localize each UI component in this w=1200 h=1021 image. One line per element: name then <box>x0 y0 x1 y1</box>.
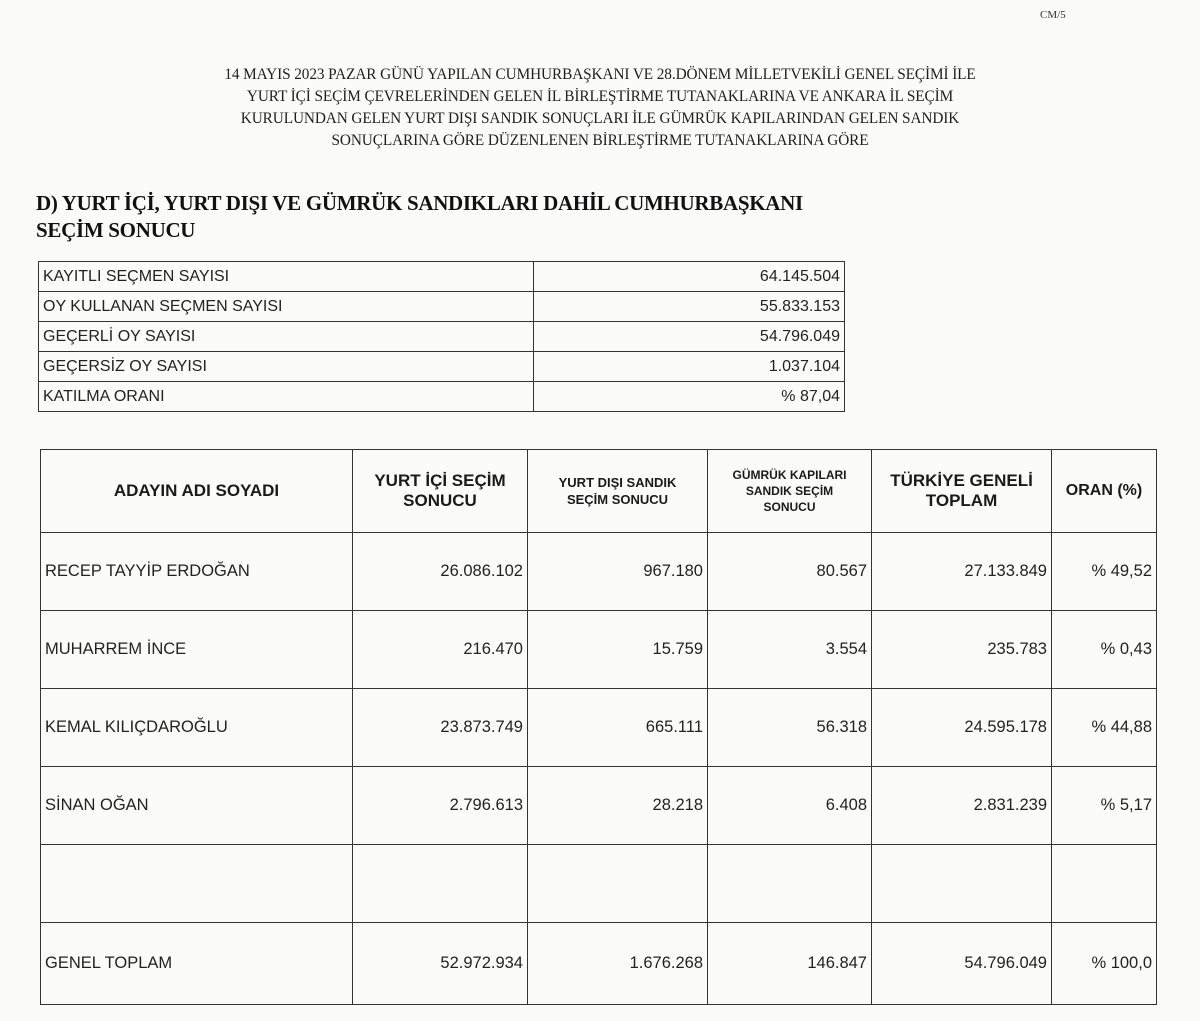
total-votes: 235.783 <box>872 611 1052 689</box>
results-header-row <box>41 450 1157 533</box>
summary-label: GEÇERLİ OY SAYISI <box>39 322 534 352</box>
header-line: SONUCU <box>763 500 816 514</box>
candidate-name: SİNAN OĞAN <box>41 767 353 845</box>
header-line: SEÇİM SONUCU <box>566 492 669 507</box>
empty-row <box>41 845 1157 923</box>
grand-total-customs: 146.847 <box>708 923 872 1005</box>
customs-votes: 80.567 <box>708 533 872 611</box>
intro-line: SONUÇLARINA GÖRE DÜZENLENEN BİRLEŞTİRME TUTANAKLARINA GÖRE <box>331 132 869 149</box>
total-votes: 24.595.178 <box>872 689 1052 767</box>
section-title <box>36 190 1036 244</box>
vote-ratio: % 44,88 <box>1052 689 1157 767</box>
domestic-votes: 2.796.613 <box>353 767 528 845</box>
candidate-name: MUHARREM İNCE <box>41 611 353 689</box>
empty-cell <box>353 845 528 923</box>
summary-label: KATILMA ORANI <box>39 382 534 412</box>
vote-ratio: % 5,17 <box>1052 767 1157 845</box>
summary-value: 54.796.049 <box>534 322 845 352</box>
empty-cell <box>41 845 353 923</box>
header-line: YURT DIŞI SANDIK <box>558 475 677 490</box>
candidate-name: RECEP TAYYİP ERDOĞAN <box>41 533 353 611</box>
header-turkey-total <box>872 450 1052 533</box>
header-line: YURT İÇİ SEÇİM <box>374 471 506 490</box>
section-title-line: SEÇİM SONUCU <box>36 218 196 242</box>
customs-votes: 3.554 <box>708 611 872 689</box>
summary-value: 64.145.504 <box>534 262 845 292</box>
header-ratio <box>1052 450 1157 533</box>
empty-cell <box>708 845 872 923</box>
header-line: TOPLAM <box>925 491 998 510</box>
customs-votes: 56.318 <box>708 689 872 767</box>
header-abroad-result <box>528 450 708 533</box>
summary-row-turnout <box>39 382 845 412</box>
domestic-votes: 23.873.749 <box>353 689 528 767</box>
document-intro <box>40 64 1160 152</box>
candidate-name: KEMAL KILIÇDAROĞLU <box>41 689 353 767</box>
empty-cell <box>1052 845 1157 923</box>
grand-total-total: 54.796.049 <box>872 923 1052 1005</box>
empty-cell <box>528 845 708 923</box>
grand-total-domestic: 52.972.934 <box>353 923 528 1005</box>
header-line: ADAYIN ADI SOYADI <box>113 481 280 500</box>
candidate-row <box>41 533 1157 611</box>
page-code: CM/5 <box>1040 9 1066 21</box>
header-line: TÜRKİYE GENELİ <box>890 471 1033 490</box>
grand-total-row <box>41 923 1157 1005</box>
total-votes: 27.133.849 <box>872 533 1052 611</box>
summary-value: 55.833.153 <box>534 292 845 322</box>
header-line: ORAN (%) <box>1065 482 1143 499</box>
abroad-votes: 665.111 <box>528 689 708 767</box>
vote-ratio: % 49,52 <box>1052 533 1157 611</box>
summary-value: % 87,04 <box>534 382 845 412</box>
header-line: SANDIK SEÇİM <box>745 484 834 498</box>
customs-votes: 6.408 <box>708 767 872 845</box>
abroad-votes: 15.759 <box>528 611 708 689</box>
section-title-line: D) YURT İÇİ, YURT DIŞI VE GÜMRÜK SANDIKLARI DAHİL CUMHURBAŞKANI <box>36 191 803 215</box>
summary-row-valid-votes <box>39 322 845 352</box>
summary-row-voters-cast <box>39 292 845 322</box>
summary-label: GEÇERSİZ OY SAYISI <box>39 352 534 382</box>
results-table <box>40 449 1157 1005</box>
empty-cell <box>872 845 1052 923</box>
header-candidate-name <box>41 450 353 533</box>
domestic-votes: 216.470 <box>353 611 528 689</box>
summary-row-registered-voters <box>39 262 845 292</box>
grand-total-ratio: % 100,0 <box>1052 923 1157 1005</box>
summary-label: OY KULLANAN SEÇMEN SAYISI <box>39 292 534 322</box>
candidate-row <box>41 611 1157 689</box>
abroad-votes: 967.180 <box>528 533 708 611</box>
summary-row-invalid-votes <box>39 352 845 382</box>
header-domestic-result <box>353 450 528 533</box>
abroad-votes: 28.218 <box>528 767 708 845</box>
candidate-row <box>41 767 1157 845</box>
header-customs-result <box>708 450 872 533</box>
grand-total-label: GENEL TOPLAM <box>41 923 353 1005</box>
intro-line: YURT İÇİ SEÇİM ÇEVRELERİNDEN GELEN İL BİRLEŞTİRME TUTANAKLARINA VE ANKARA İL SEÇİM <box>246 88 954 105</box>
summary-value: 1.037.104 <box>534 352 845 382</box>
domestic-votes: 26.086.102 <box>353 533 528 611</box>
grand-total-abroad: 1.676.268 <box>528 923 708 1005</box>
candidate-row <box>41 689 1157 767</box>
total-votes: 2.831.239 <box>872 767 1052 845</box>
header-line: SONUCU <box>403 491 477 510</box>
summary-label: KAYITLI SEÇMEN SAYISI <box>39 262 534 292</box>
intro-line: KURULUNDAN GELEN YURT DIŞI SANDIK SONUÇLARI İLE GÜMRÜK KAPILARINDAN GELEN SANDIK <box>240 110 960 127</box>
intro-line: 14 MAYIS 2023 PAZAR GÜNÜ YAPILAN CUMHURBAŞKANI VE 28.DÖNEM MİLLETVEKİLİ GENEL SEÇİMİ İLE <box>224 66 976 83</box>
vote-ratio: % 0,43 <box>1052 611 1157 689</box>
summary-table <box>38 261 845 412</box>
header-line: GÜMRÜK KAPILARI <box>732 468 847 482</box>
